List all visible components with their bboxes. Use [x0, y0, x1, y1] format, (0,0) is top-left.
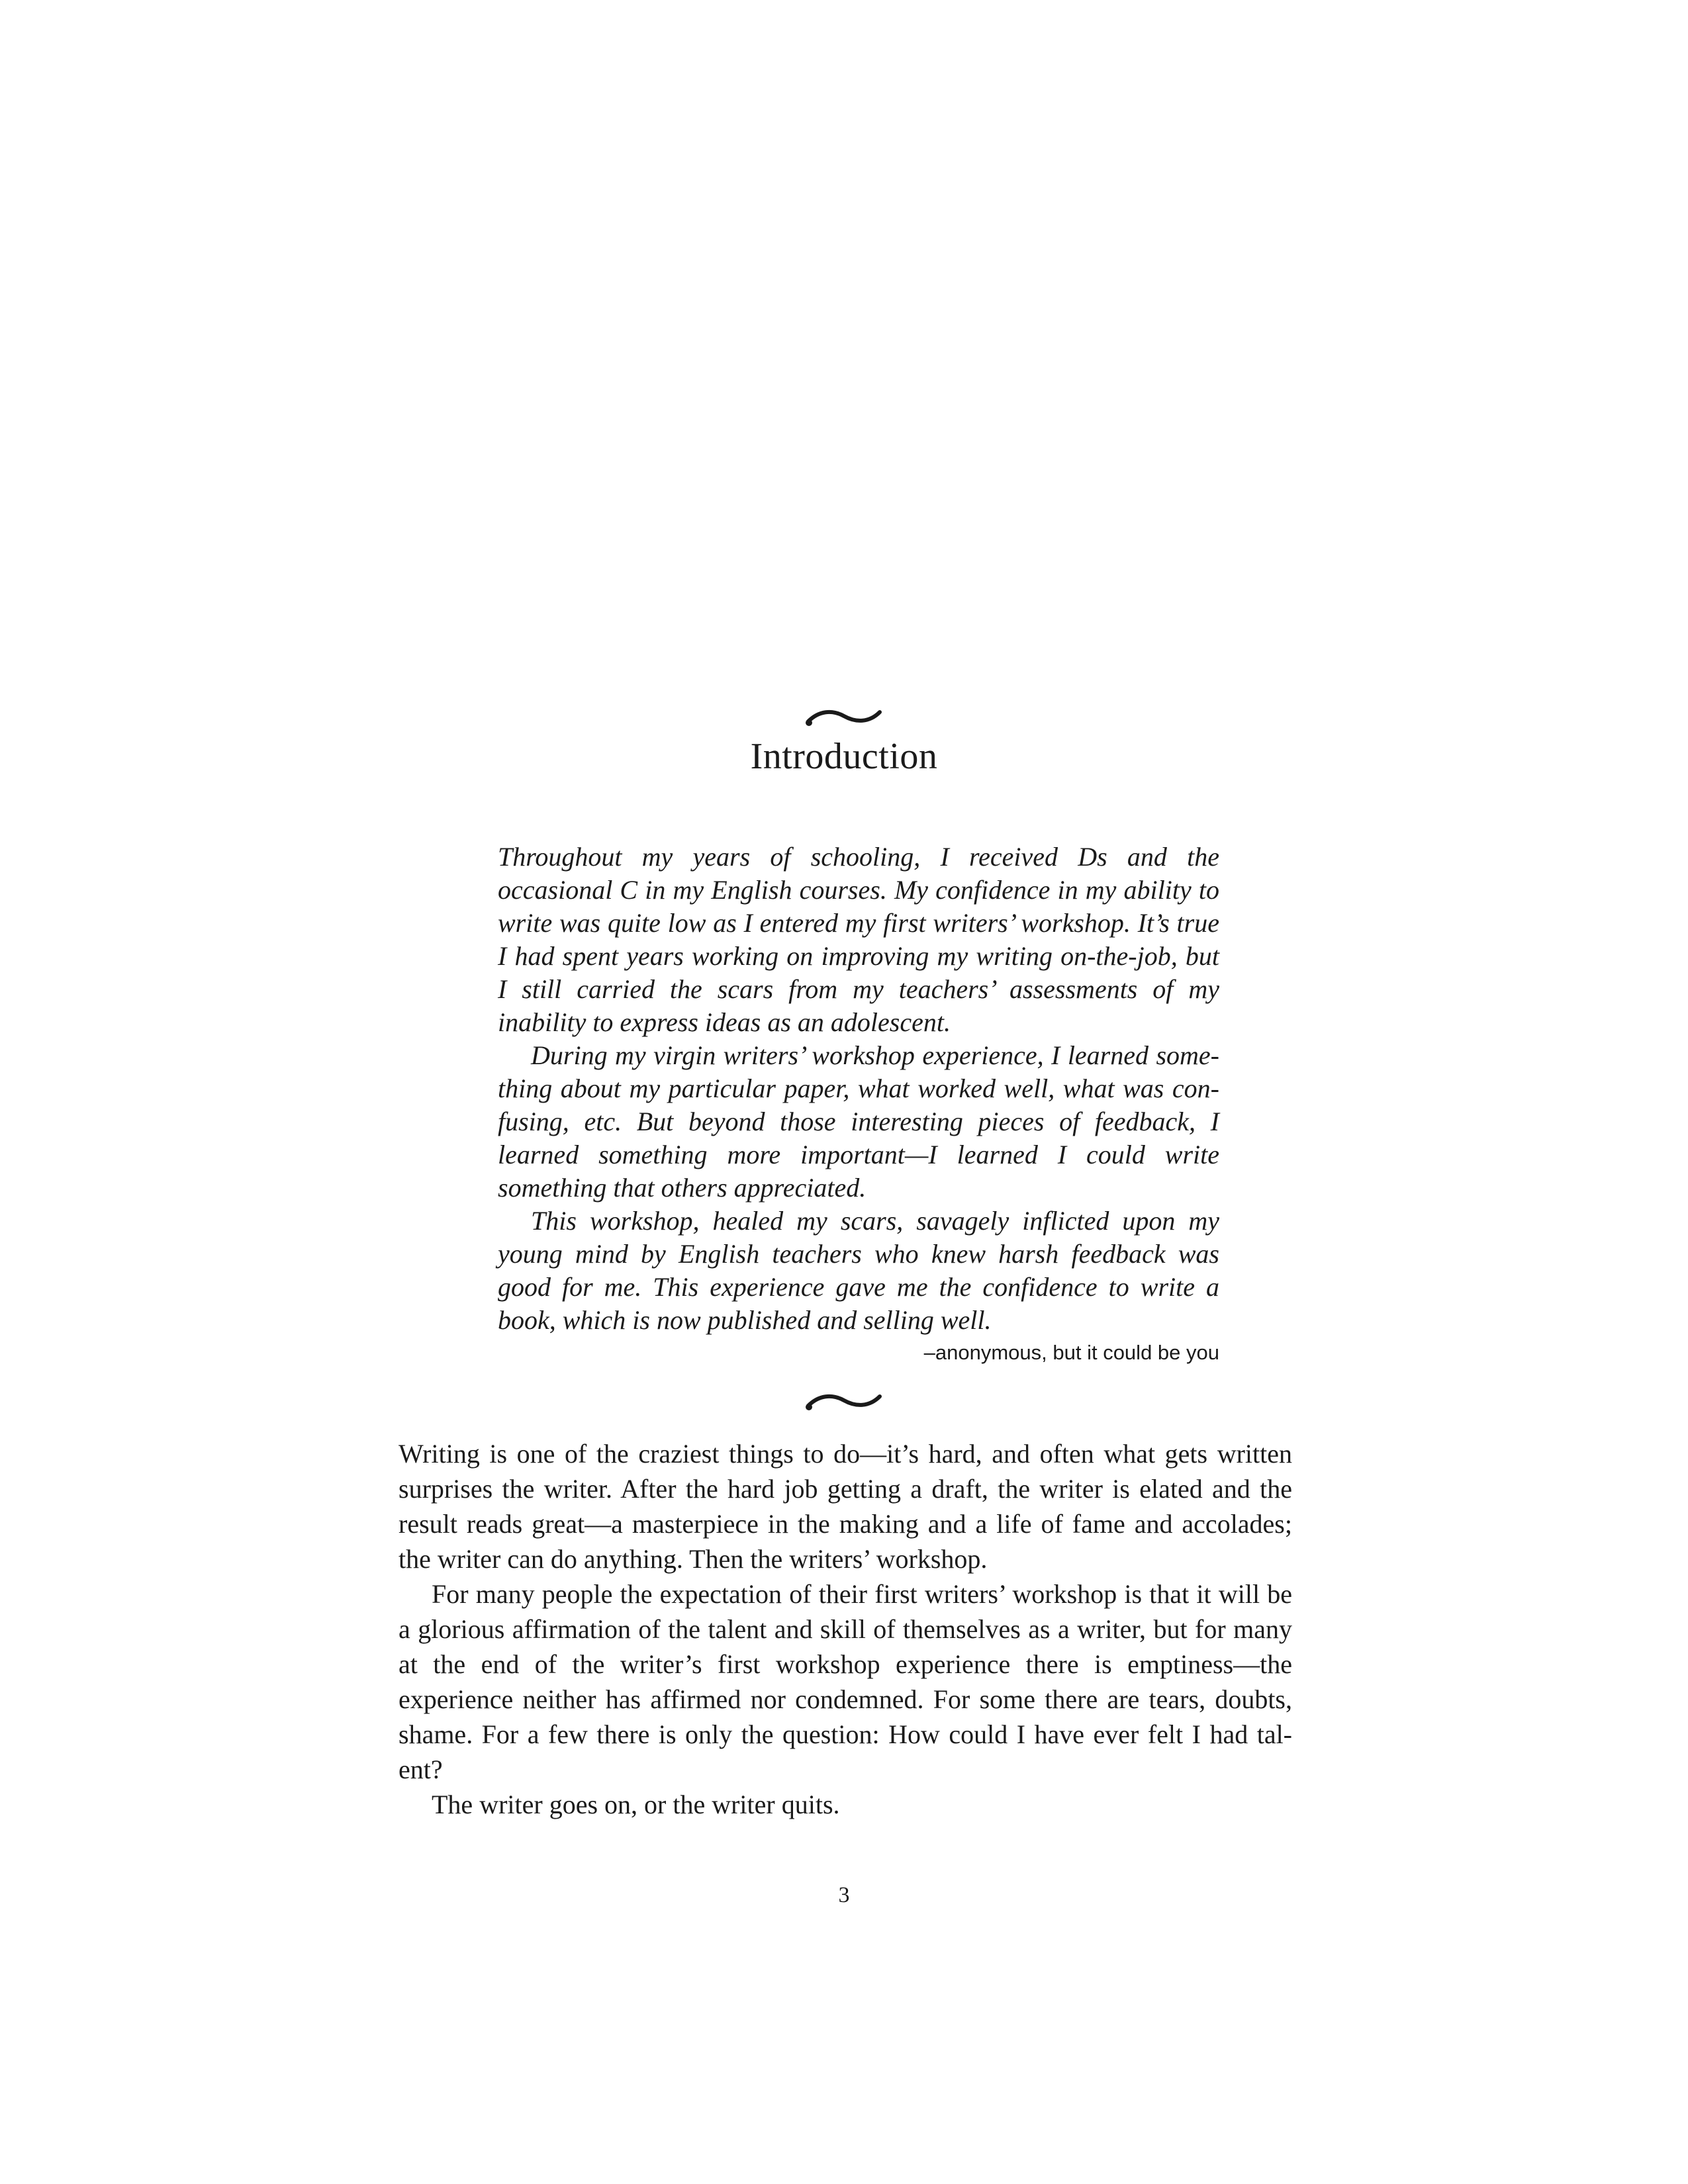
body-paragraph: For many people the expectation of their first writers’ workshop is that it will be a glorious affirmation of the talent and skill of themselves as a writer, but for many at the end of the writer’s first workshop experience there is emptiness—the experience neither has affirmed nor condemned. For some there are tears, doubts, shame. For a few there is only the question: How could I have ever felt I had tal-ent?	[399, 1579, 1292, 1784]
body-paragraph: Writing is one of the craziest things to do—it’s hard, and often what gets written surprises the writer. After the hard job getting a draft, the writer is elated and the result reads great—a masterpiece in the making and a life of fame and accolades; the writer can do anything. Then the writers’ workshop.	[399, 1439, 1292, 1574]
chapter-title: Introduction	[750, 736, 938, 777]
epigraph-attribution: –anonymous, but it could be you	[923, 1341, 1219, 1364]
body-paragraph: The writer goes on, or the writer quits.	[432, 1790, 840, 1819]
epigraph	[498, 841, 1219, 1337]
page-number: 3	[838, 1883, 850, 1907]
epigraph-paragraph: During my virgin writers’ workshop experience, I learned some-thing about my particular paper, what worked well, what was con-fusing, etc. But beyond those interesting pieces of feedback, I learned something more important—I learned I could write something that others appreciated.	[498, 1040, 1219, 1203]
body-text	[399, 1436, 1292, 1822]
epigraph-paragraph: Throughout my years of schooling, I received Ds and the occasional C in my English courses. My confidence in my ability to write was quite low as I entered my first writers’ workshop. It’s true I had spent years working on improving my writing on-the-job, but I still carried the scars from my teachers’ assessments of my inability to express ideas as an adolescent.	[498, 842, 1219, 1037]
swash-ornament-icon	[806, 705, 882, 728]
swash-ornament-icon	[806, 1390, 882, 1412]
epigraph-paragraph: This workshop, healed my scars, savagely inflicted upon my young mind by English teachers who knew harsh feedback was good for me. This experience gave me the confidence to write a book, which is now published and selling well.	[498, 1206, 1219, 1335]
